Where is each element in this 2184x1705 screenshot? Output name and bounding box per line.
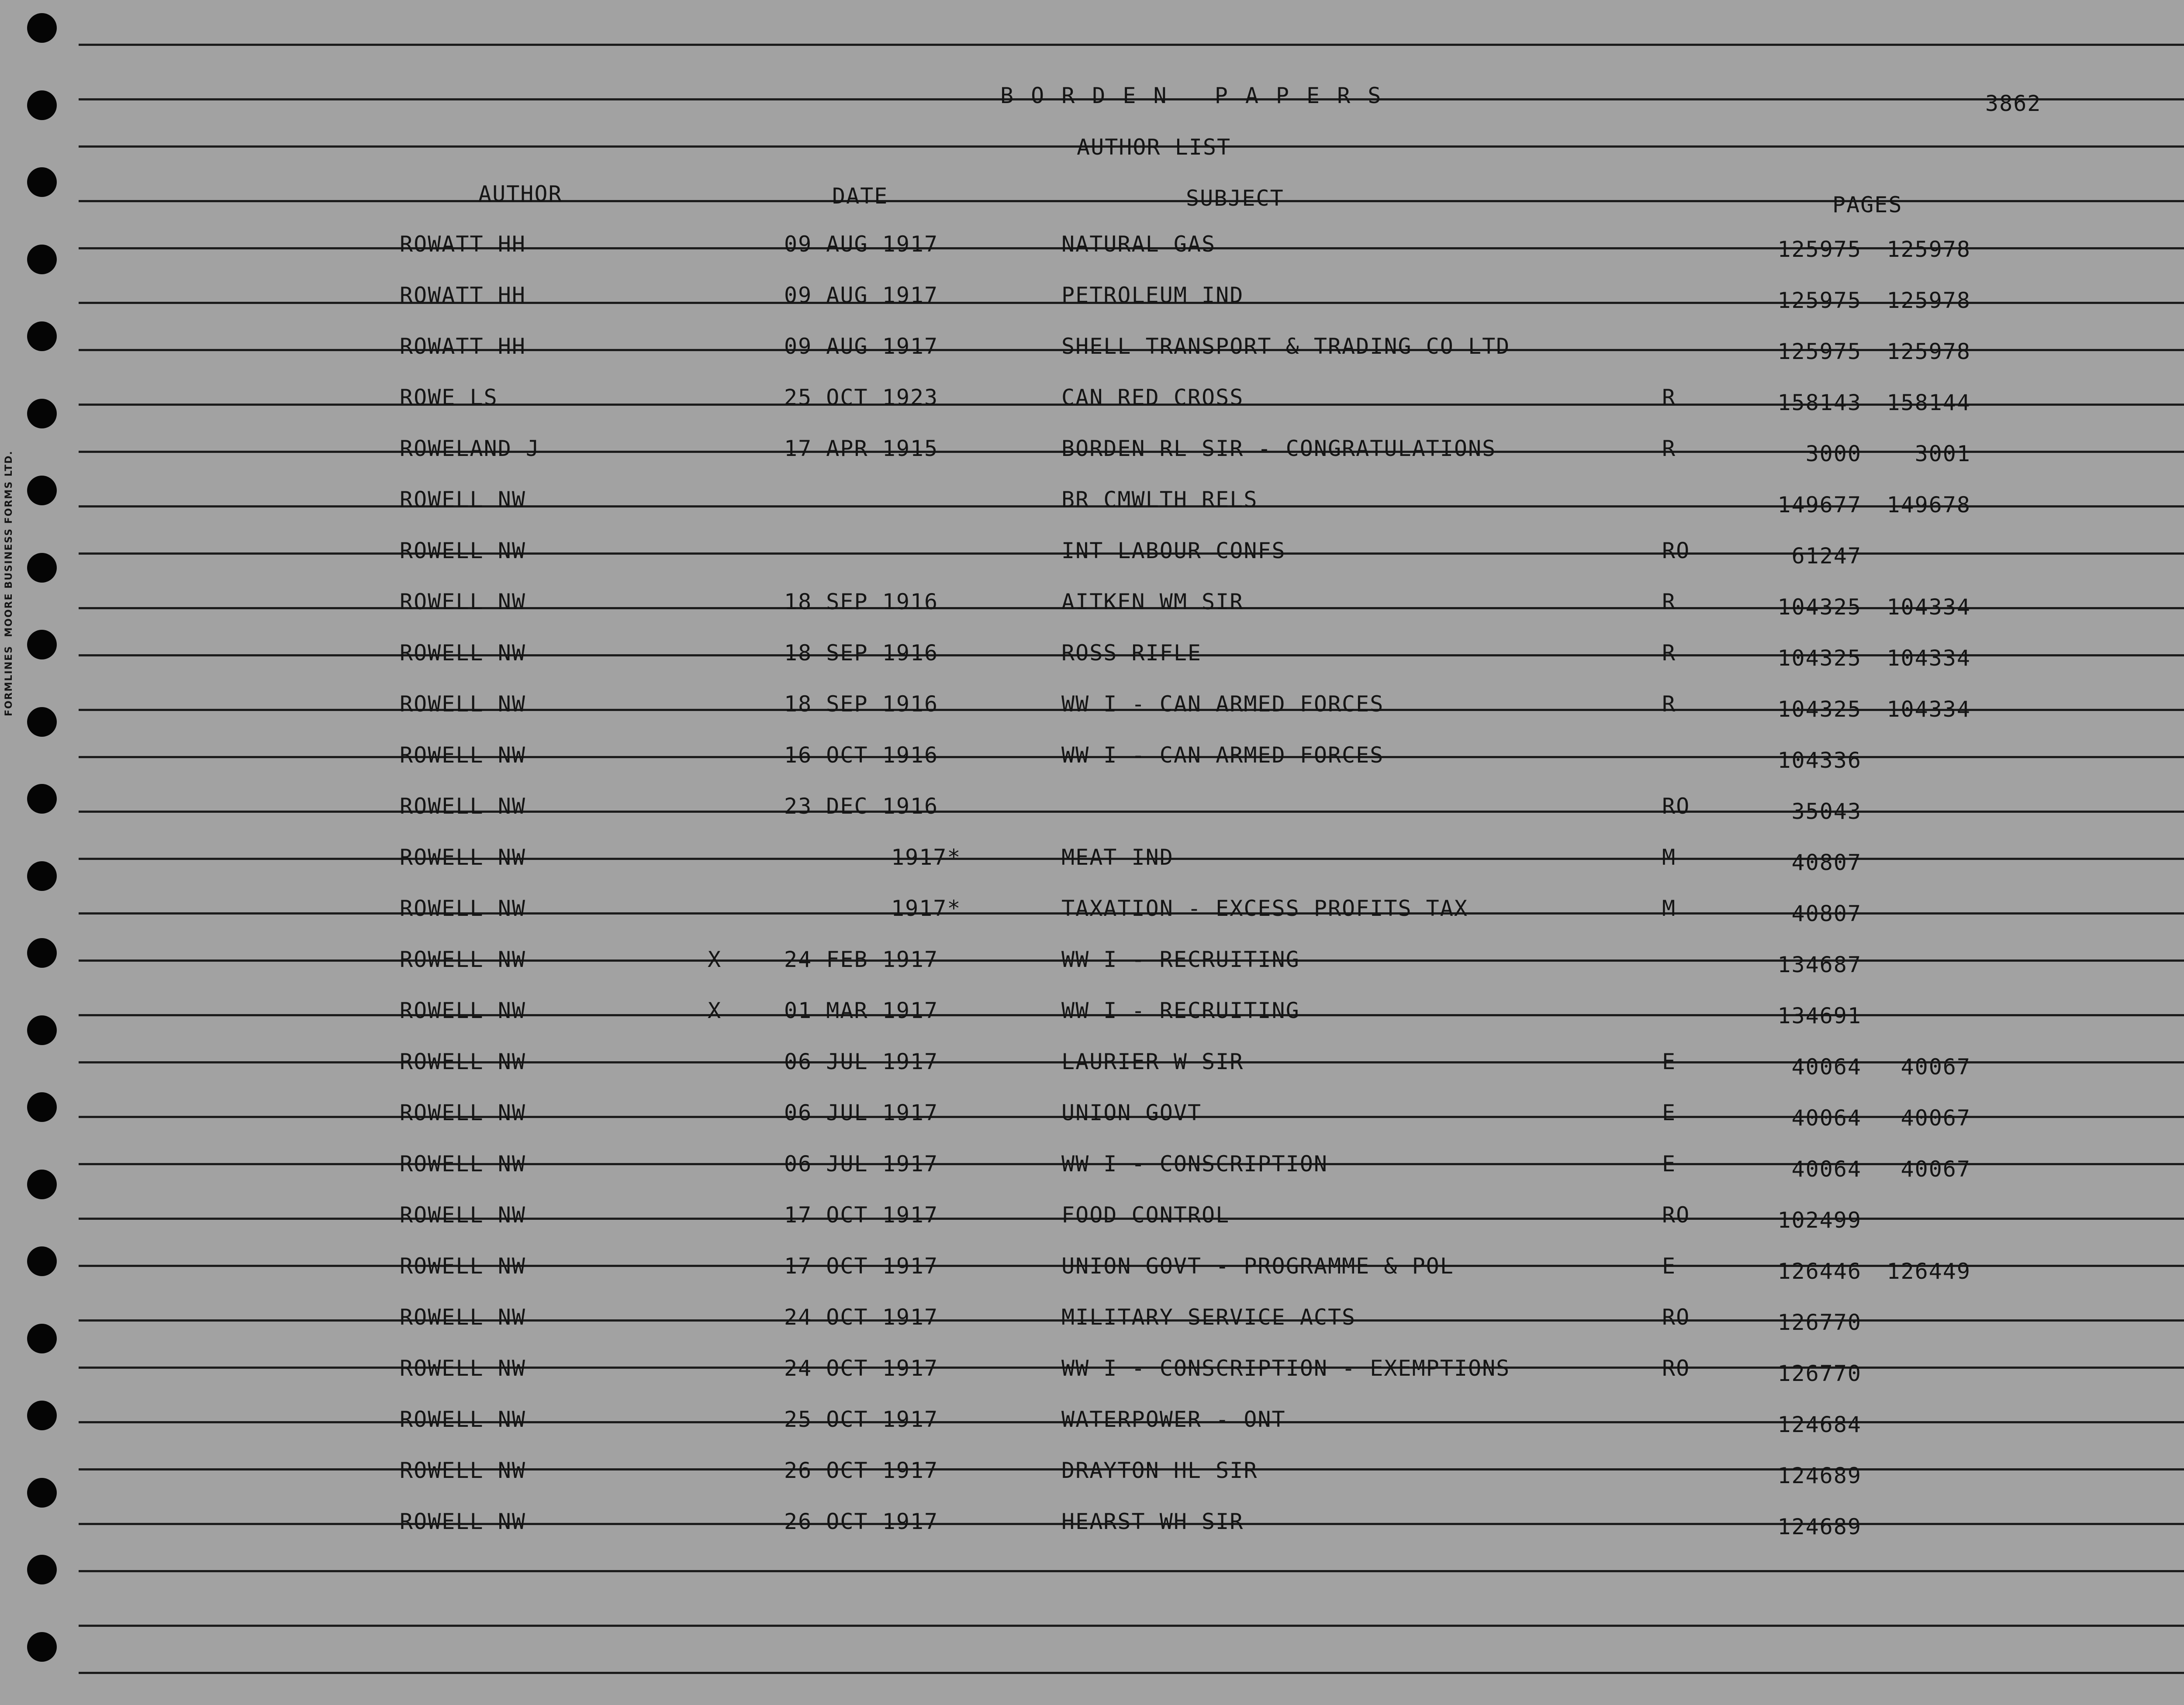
date-cell: 25 OCT 1917 <box>784 1407 939 1432</box>
code-cell: R <box>1662 436 1676 461</box>
date-cell: 18 SEP 1916 <box>784 691 939 717</box>
page-from-cell: 134691 <box>1777 1003 1862 1029</box>
ruled-line <box>79 1570 2184 1572</box>
subject-cell: TAXATION - EXCESS PROFITS TAX <box>1061 896 1468 921</box>
feed-hole-icon <box>27 630 57 659</box>
page-from-cell: 61247 <box>1791 543 1862 569</box>
feed-hole-icon <box>27 553 57 583</box>
code-cell: RO <box>1662 794 1690 819</box>
code-cell: M <box>1662 845 1676 870</box>
ruled-line <box>79 811 2184 813</box>
author-cell: ROWELL NW <box>400 845 526 870</box>
date-cell: 18 SEP 1916 <box>784 589 939 614</box>
page-from-cell: 40807 <box>1791 901 1862 926</box>
subject-cell: LAURIER W SIR <box>1061 1049 1244 1074</box>
form-manufacturer-label: FORMLINES MOORE BUSINESS FORMS LTD. <box>3 450 14 716</box>
page-from-cell: 40064 <box>1791 1156 1862 1182</box>
date-cell: 06 JUL 1917 <box>784 1100 939 1125</box>
feed-hole-icon <box>27 938 57 968</box>
date-cell: 01 MAR 1917 <box>784 998 939 1023</box>
code-cell: E <box>1662 1151 1676 1177</box>
subject-cell: ROSS RIFLE <box>1061 640 1202 666</box>
subject-cell: SHELL TRANSPORT & TRADING CO LTD <box>1061 334 1510 359</box>
author-cell: ROWELAND J <box>400 436 540 461</box>
date-cell: 26 OCT 1917 <box>784 1509 939 1534</box>
date-cell: 25 OCT 1923 <box>784 385 939 410</box>
page-from-cell: 35043 <box>1791 799 1862 824</box>
feed-hole-icon <box>27 1478 57 1508</box>
date-cell: 1917* <box>891 845 961 870</box>
column-header-date: DATE <box>832 183 888 209</box>
date-cell: 1917* <box>891 896 961 921</box>
code-cell: R <box>1662 691 1676 717</box>
subject-cell: WW I - RECRUITING <box>1061 998 1300 1023</box>
author-cell: ROWELL NW <box>400 794 526 819</box>
date-cell: 17 OCT 1917 <box>784 1253 939 1279</box>
page-from-cell: 40064 <box>1791 1054 1862 1080</box>
page-from-cell: 104325 <box>1777 594 1862 620</box>
author-cell: ROWATT HH <box>400 283 526 308</box>
author-cell: ROWELL NW <box>400 1407 526 1432</box>
date-cell: 17 OCT 1917 <box>784 1202 939 1228</box>
feed-hole-icon <box>27 1015 57 1045</box>
page-from-cell: 125975 <box>1777 339 1862 364</box>
list-subtitle: AUTHOR LIST <box>1077 135 1231 160</box>
feed-hole-icon <box>27 1246 57 1276</box>
ruled-line <box>79 1672 2184 1674</box>
page-from-cell: 126770 <box>1777 1310 1862 1335</box>
page-to-cell: 125978 <box>1887 288 1971 313</box>
subject-cell: HEARST WH SIR <box>1061 1509 1244 1534</box>
page-from-cell: 102499 <box>1777 1208 1862 1233</box>
author-cell: ROWELL NW <box>400 1458 526 1483</box>
date-cell: 06 JUL 1917 <box>784 1049 939 1074</box>
subject-cell: FOOD CONTROL <box>1061 1202 1230 1228</box>
author-cell: ROWATT HH <box>400 231 526 257</box>
code-cell: R <box>1662 385 1676 410</box>
code-cell: R <box>1662 589 1676 614</box>
feed-hole-icon <box>27 321 57 351</box>
code-cell: E <box>1662 1253 1676 1279</box>
page-to-cell: 104334 <box>1887 645 1971 671</box>
page-from-cell: 126770 <box>1777 1361 1862 1386</box>
subject-cell: UNION GOVT - PROGRAMME & POL <box>1061 1253 1454 1279</box>
code-cell: R <box>1662 640 1676 666</box>
author-cell: ROWELL NW <box>400 1509 526 1534</box>
page-from-cell: 125975 <box>1777 237 1862 262</box>
page-to-cell: 3001 <box>1914 441 1971 466</box>
author-cell: ROWELL NW <box>400 691 526 717</box>
feed-hole-icon <box>27 167 57 197</box>
feed-hole-icon <box>27 13 57 43</box>
subject-cell: UNION GOVT <box>1061 1100 1202 1125</box>
code-cell: RO <box>1662 1202 1690 1228</box>
subject-cell: BORDEN RL SIR - CONGRATULATIONS <box>1061 436 1496 461</box>
date-cell: 09 AUG 1917 <box>784 283 939 308</box>
author-cell: ROWELL NW <box>400 1356 526 1381</box>
feed-hole-icon <box>27 1555 57 1584</box>
subject-cell: NATURAL GAS <box>1061 231 1216 257</box>
page-to-cell: 104334 <box>1887 697 1971 722</box>
feed-hole-icon <box>27 245 57 274</box>
document-title: BORDEN PAPERS <box>1000 83 1399 108</box>
page-from-cell: 40064 <box>1791 1105 1862 1131</box>
date-cell: 17 APR 1915 <box>784 436 939 461</box>
author-cell: ROWELL NW <box>400 589 526 614</box>
author-cell: ROWELL NW <box>400 1151 526 1177</box>
code-cell: RO <box>1662 538 1690 563</box>
date-cell: 24 OCT 1917 <box>784 1356 939 1381</box>
column-header-subject: SUBJECT <box>1186 186 1284 211</box>
author-cell: ROWELL NW <box>400 742 526 768</box>
mark-cell: X <box>708 998 722 1023</box>
subject-cell: DRAYTON HL SIR <box>1061 1458 1258 1483</box>
page-to-cell: 158144 <box>1887 390 1971 415</box>
page-from-cell: 124689 <box>1777 1514 1862 1539</box>
author-cell: ROWELL NW <box>400 1202 526 1228</box>
page-to-cell: 126449 <box>1887 1259 1971 1284</box>
page-to-cell: 40067 <box>1901 1105 1971 1131</box>
page-from-cell: 125975 <box>1777 288 1862 313</box>
page-from-cell: 134687 <box>1777 952 1862 977</box>
feed-hole-icon <box>27 1401 57 1430</box>
page-from-cell: 104336 <box>1777 748 1862 773</box>
feed-hole-icon <box>27 1324 57 1353</box>
author-cell: ROWELL NW <box>400 1100 526 1125</box>
ruled-line <box>79 1625 2184 1627</box>
date-cell: 23 DEC 1916 <box>784 794 939 819</box>
page-from-cell: 124689 <box>1777 1463 1862 1488</box>
author-cell: ROWE LS <box>400 385 498 410</box>
page-to-cell: 40067 <box>1901 1054 1971 1080</box>
subject-cell: MEAT IND <box>1061 845 1174 870</box>
page-from-cell: 104325 <box>1777 645 1862 671</box>
author-cell: ROWELL NW <box>400 640 526 666</box>
feed-hole-icon <box>27 784 57 814</box>
date-cell: 16 OCT 1916 <box>784 742 939 768</box>
feed-hole-icon <box>27 399 57 428</box>
date-cell: 18 SEP 1916 <box>784 640 939 666</box>
page-to-cell: 125978 <box>1887 237 1971 262</box>
page-from-cell: 149677 <box>1777 492 1862 518</box>
page-to-cell: 104334 <box>1887 594 1971 620</box>
code-cell: RO <box>1662 1356 1690 1381</box>
subject-cell: MILITARY SERVICE ACTS <box>1061 1305 1356 1330</box>
page-from-cell: 104325 <box>1777 697 1862 722</box>
subject-cell: WW I - CONSCRIPTION - EXEMPTIONS <box>1061 1356 1510 1381</box>
ruled-line <box>79 44 2184 46</box>
code-cell: E <box>1662 1049 1676 1074</box>
page-number: 3862 <box>1985 91 2042 116</box>
date-cell: 09 AUG 1917 <box>784 231 939 257</box>
author-cell: ROWATT HH <box>400 334 526 359</box>
author-cell: ROWELL NW <box>400 896 526 921</box>
page-from-cell: 40807 <box>1791 850 1862 875</box>
author-cell: ROWELL NW <box>400 998 526 1023</box>
author-cell: ROWELL NW <box>400 947 526 972</box>
column-header-pages: PAGES <box>1832 192 1903 217</box>
feed-hole-icon <box>27 476 57 505</box>
author-cell: ROWELL NW <box>400 1253 526 1279</box>
page-to-cell: 125978 <box>1887 339 1971 364</box>
feed-hole-icon <box>27 90 57 120</box>
page-from-cell: 158143 <box>1777 390 1862 415</box>
feed-hole-icon <box>27 1170 57 1199</box>
feed-hole-icon <box>27 707 57 737</box>
author-cell: ROWELL NW <box>400 487 526 512</box>
subject-cell: WW I - CAN ARMED FORCES <box>1061 691 1384 717</box>
author-cell: ROWELL NW <box>400 1049 526 1074</box>
subject-cell: INT LABOUR CONFS <box>1061 538 1286 563</box>
date-cell: 06 JUL 1917 <box>784 1151 939 1177</box>
column-header-author: AUTHOR <box>478 181 563 207</box>
feed-hole-icon <box>27 861 57 891</box>
code-cell: E <box>1662 1100 1676 1125</box>
subject-cell: BR CMWLTH RELS <box>1061 487 1258 512</box>
subject-cell: AITKEN WM SIR <box>1061 589 1244 614</box>
subject-cell: WATERPOWER - ONT <box>1061 1407 1286 1432</box>
author-cell: ROWELL NW <box>400 1305 526 1330</box>
subject-cell: CAN RED CROSS <box>1061 385 1244 410</box>
subject-cell: WW I - RECRUITING <box>1061 947 1300 972</box>
date-cell: 26 OCT 1917 <box>784 1458 939 1483</box>
code-cell: RO <box>1662 1305 1690 1330</box>
page-from-cell: 126446 <box>1777 1259 1862 1284</box>
subject-cell: WW I - CAN ARMED FORCES <box>1061 742 1384 768</box>
feed-hole-icon <box>27 1632 57 1662</box>
subject-cell: PETROLEUM IND <box>1061 283 1244 308</box>
subject-cell: WW I - CONSCRIPTION <box>1061 1151 1328 1177</box>
page-to-cell: 149678 <box>1887 492 1971 518</box>
feed-hole-icon <box>27 1092 57 1122</box>
mark-cell: X <box>708 947 722 972</box>
page-from-cell: 124684 <box>1777 1412 1862 1437</box>
page-from-cell: 3000 <box>1805 441 1862 466</box>
page-to-cell: 40067 <box>1901 1156 1971 1182</box>
author-cell: ROWELL NW <box>400 538 526 563</box>
date-cell: 24 OCT 1917 <box>784 1305 939 1330</box>
date-cell: 09 AUG 1917 <box>784 334 939 359</box>
date-cell: 24 FEB 1917 <box>784 947 939 972</box>
code-cell: M <box>1662 896 1676 921</box>
